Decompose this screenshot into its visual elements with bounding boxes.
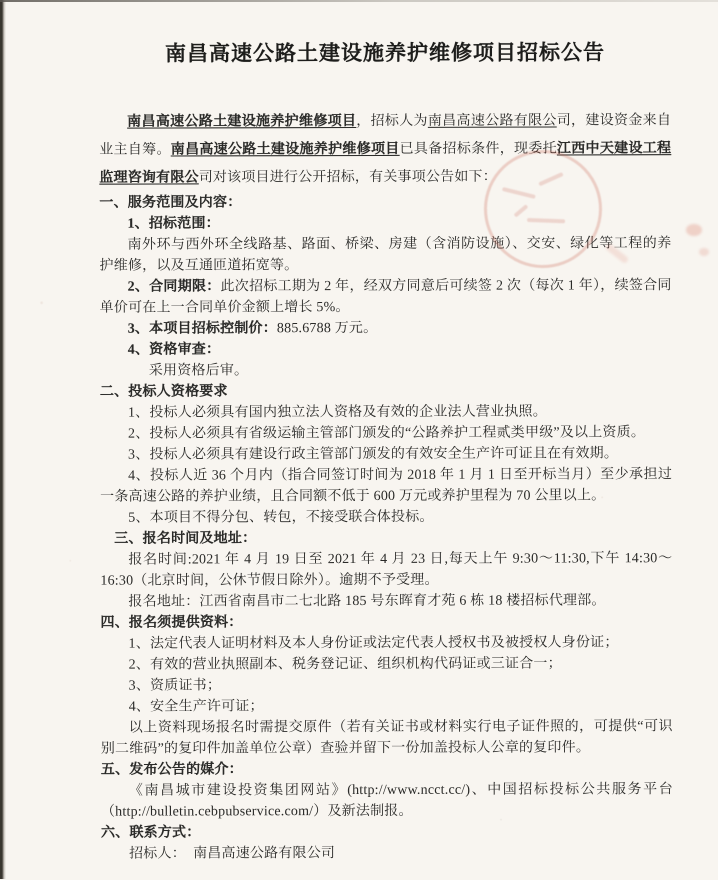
run-text: ，招标人为 (356, 114, 428, 129)
item-text: 招标人： 南昌高速公路有限公司 (129, 846, 335, 862)
section-heading-6: 六、联系方式： (101, 821, 673, 843)
run-text: 已具备招标条件，现委托 (400, 141, 557, 156)
item-text: 《南昌城市建设投资集团网站》(http://www.ncct.cc/)、中国招标投标公共服务平台（http://bulletin.cebpubservice.com/）及新法制报。 (101, 782, 673, 819)
item-label: 4、资格审查： (128, 342, 220, 357)
item-text: 采用资格后审。 (149, 363, 248, 378)
item-label: 3、本项目招标控制价： (128, 321, 277, 336)
list-item (100, 443, 672, 465)
item-text: 885.6788 万元。 (277, 321, 377, 336)
item-text: 4、投标人近 36 个月内（指合同签订时间为 2018 年 1 月 1 日至开标当月）至少承担过一条高速公路的养护业绩，且合同额不低于 600 万元或养护里程为 70 公里以上。 (100, 467, 672, 504)
list-item (100, 422, 672, 444)
list-item (101, 674, 673, 696)
run-agency-name: 江西中天建设工程监理咨询有限公 (99, 141, 671, 185)
item-text: 此次招标工期为 2 年，经双方同意后可续签 2 次（每次 1 年），续签合同单价可在上一合同单价金额上增长 5%。 (100, 278, 672, 315)
item-text: 报名时间:2021 年 4 月 19 日至 2021 年 4 月 23 日,每天上午 9:30～11:30,下午 14:30～16:30（北京时间，公休节假日除外）。逾期不予受理。 (100, 551, 672, 588)
list-item (100, 506, 672, 528)
section-heading-2: 二、投标人资格要求 (100, 380, 672, 402)
list-item (100, 401, 672, 423)
item-label: 1、招标范围： (127, 216, 219, 231)
list-item (99, 212, 671, 234)
page-title: 南昌高速公路土建设施养护维修项目招标公告 (99, 37, 671, 68)
list-item (100, 275, 672, 318)
list-item (100, 548, 672, 591)
item-text: 1、投标人必须具有国内独立法人资格及有效的企业法人营业执照。 (128, 405, 547, 421)
item-text: 5、本项目不得分包、转包，不接受联合体投标。 (128, 510, 433, 526)
section-heading-3: 三、报名时间及地址： (100, 527, 672, 549)
list-item (101, 695, 673, 717)
list-item (101, 842, 673, 864)
item-text: 2、投标人必须具有省级运输主管部门颁发的“公路养护工程贰类甲级”及以上资质。 (128, 425, 645, 441)
section-heading-4: 四、报名须提供资料： (100, 611, 672, 633)
list-item (100, 317, 672, 339)
item-text: 3、投标人必须具有建设行政主管部门颁发的有效安全生产许可证且在有效期。 (128, 446, 618, 462)
item-text: 3、资质证书； (129, 678, 221, 693)
list-item (101, 779, 673, 822)
section-heading-1: 一、服务范围及内容： (99, 191, 671, 213)
list-item (100, 359, 672, 381)
scan-edge-left (0, 0, 6, 879)
item-text: 南外环与西外环全线路基、路面、桥梁、房建（含消防设施）、交安、绿化等工程的养护维修，以及互通匝道拓宽等。 (100, 236, 672, 273)
opening-paragraph (99, 107, 671, 192)
section-heading-5: 五、发布公告的媒介： (101, 758, 673, 780)
list-item (101, 653, 673, 675)
item-text: 1、法定代表人证明材料及本人身份证或法定代表人授权书及被授权人身份证； (129, 635, 619, 651)
run-project-name: 南昌高速公路土建设施养护维修项目 (127, 114, 356, 130)
list-item (100, 338, 672, 360)
item-label: 2、合同期限： (128, 279, 221, 294)
item-text: 以上资料现场报名时需提交原件（若有关证书或材料实行电子证件照的，可提供“可识别二维码”的复印件加盖单位公章）查验并留下一份加盖投标人公章的复印件。 (101, 719, 673, 756)
list-item (101, 632, 673, 654)
scan-edge-top (0, 0, 718, 2)
run-tenderer-name: 南昌高速公路有限公 (428, 113, 557, 128)
run-text: 司对该项目进行公开招标，有关事项公告如下： (199, 170, 497, 186)
list-item (101, 716, 673, 759)
list-item (100, 464, 672, 507)
item-text: 2、有效的营业执照副本、税务登记证、组织机构代码证或三证合一； (129, 656, 562, 672)
item-text: 4、安全生产许可证； (129, 699, 264, 714)
item-text: 报名地址：江西省南昌市二七北路 185 号东晖育才苑 6 栋 18 楼招标代理部。 (128, 593, 605, 609)
run-project-name: 南昌高速公路土建设施养护维修项目 (171, 142, 400, 158)
list-item (99, 233, 671, 276)
list-item (100, 590, 672, 612)
run-text: 司，建设资金来自业主自筹。 (99, 113, 671, 157)
